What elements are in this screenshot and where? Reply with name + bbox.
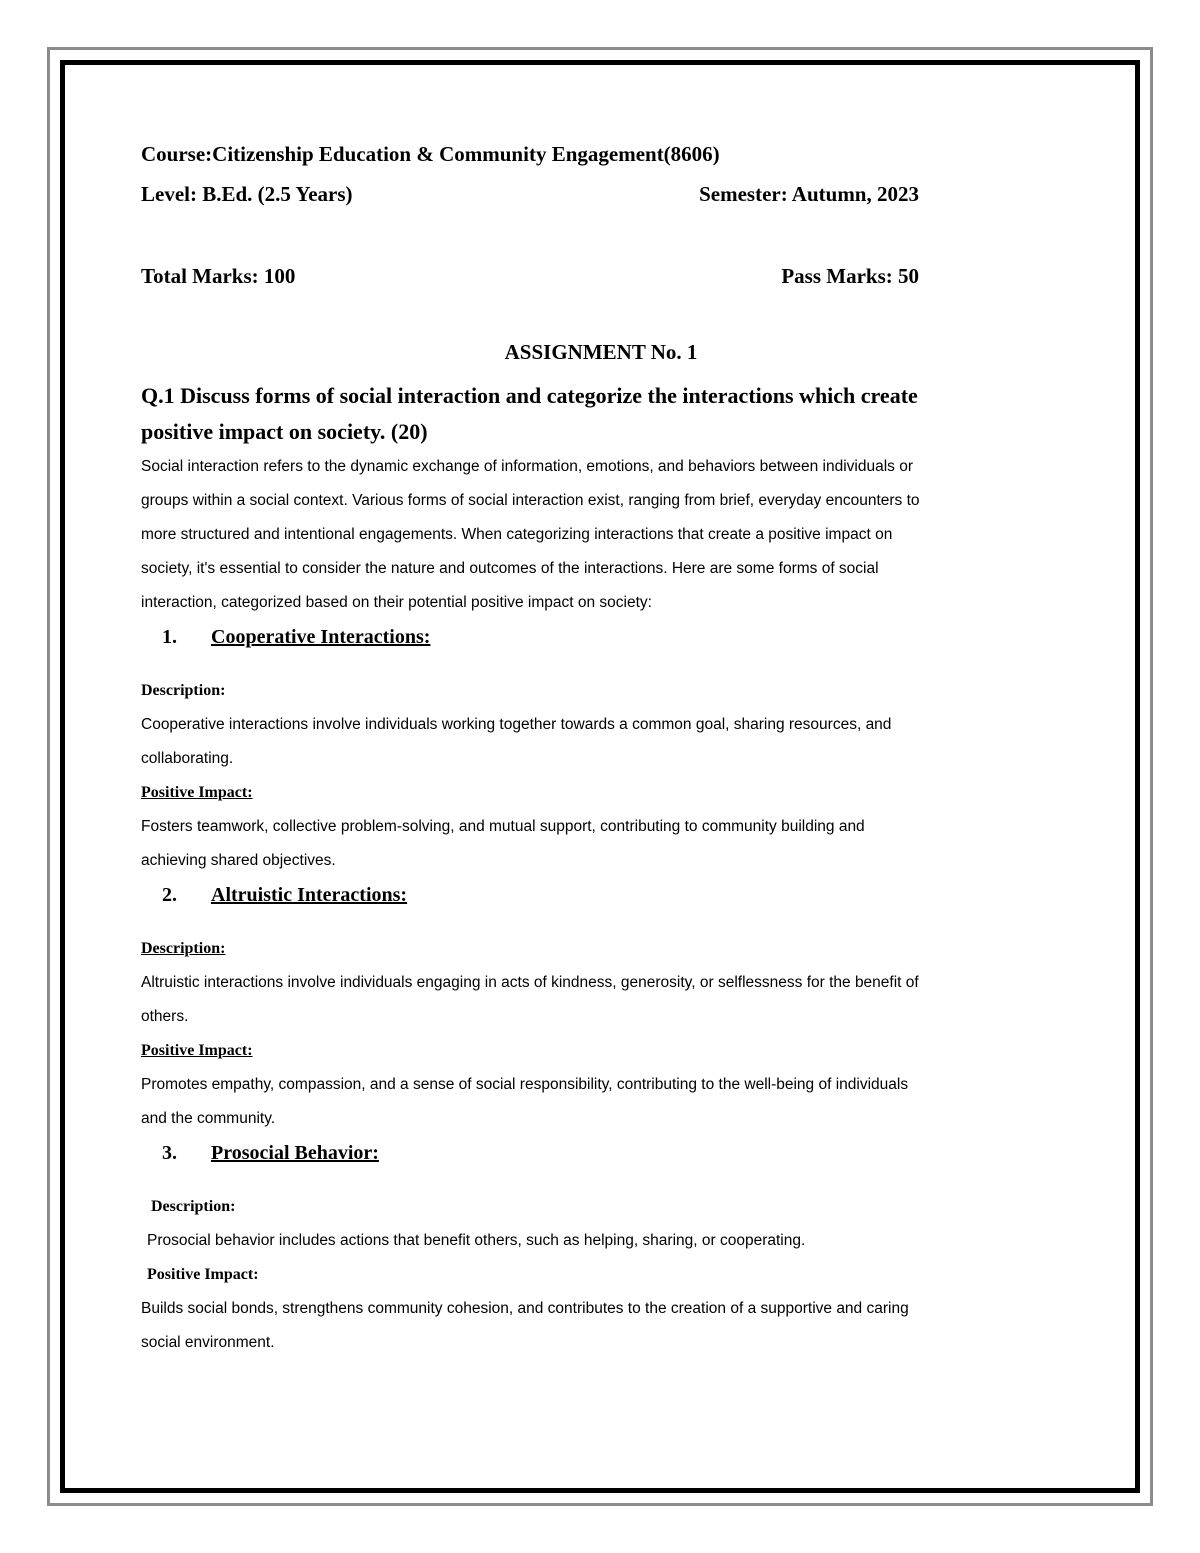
description-line: others.: [141, 1008, 189, 1025]
description-label: Description:: [141, 940, 226, 957]
section-cooperative: [141, 622, 1061, 878]
description-line: Altruistic interactions involve individuals engaging in acts of kindness, generosity, or selflessness for the benefit of: [141, 974, 919, 991]
level-label: Level: B.Ed. (2.5 Years): [141, 182, 353, 206]
intro-line: more structured and intentional engagements. When categorizing interactions that create a positive impact on: [141, 526, 893, 543]
section-number: 2.: [162, 884, 177, 906]
description-line: Prosocial behavior includes actions that benefit others, such as helping, sharing, or cooperating.: [147, 1232, 806, 1249]
impact-line: Promotes empathy, compassion, and a sense of social responsibility, contributing to the well-being of individuals: [141, 1076, 909, 1093]
section-heading: [141, 622, 1061, 652]
impact-line: achieving shared objectives.: [141, 852, 336, 869]
intro-line: groups within a social context. Various forms of social interaction exist, ranging from brief, everyday encounters to: [141, 492, 920, 509]
pass-marks-label: Pass Marks: 50: [781, 264, 919, 288]
section-prosocial: [141, 1138, 1061, 1360]
impact-line: social environment.: [141, 1334, 275, 1351]
marks-row: [141, 262, 919, 290]
impact-label: Positive Impact:: [141, 784, 253, 801]
intro-line: Social interaction refers to the dynamic exchange of information, emotions, and behaviors between individuals or: [141, 458, 913, 475]
impact-label: Positive Impact:: [141, 1042, 253, 1059]
impact-line: Fosters teamwork, collective problem-solving, and mutual support, contributing to community building and: [141, 818, 865, 835]
question-line-2: positive impact on society. (20): [141, 419, 428, 444]
section-heading: [141, 1138, 1061, 1168]
section-altruistic: [141, 880, 1061, 1136]
level-semester-row: [141, 180, 919, 208]
description-line: collaborating.: [141, 750, 234, 767]
impact-label: Positive Impact:: [147, 1266, 259, 1283]
section-heading: [141, 880, 1061, 910]
course-line: Course:Citizenship Education & Community Engagement(8606): [141, 142, 720, 166]
description-label: Description:: [141, 682, 226, 699]
section-title: Prosocial Behavior:: [211, 1142, 379, 1164]
description-line: Cooperative interactions involve individuals working together towards a common goal, sharing resources, and: [141, 716, 892, 733]
document-content: [141, 140, 1061, 1360]
impact-line: Builds social bonds, strengthens community cohesion, and contributes to the creation of a supportive and caring: [141, 1300, 909, 1317]
section-title: Altruistic Interactions:: [211, 884, 408, 906]
question-line-1: Q.1 Discuss forms of social interaction and categorize the interactions which create: [141, 383, 918, 408]
impact-line: and the community.: [141, 1110, 276, 1127]
section-number: 3.: [162, 1142, 177, 1164]
question-heading: [141, 378, 1061, 450]
total-marks-label: Total Marks: 100: [141, 264, 296, 288]
intro-line: interaction, categorized based on their potential positive impact on society:: [141, 594, 652, 611]
section-title: Cooperative Interactions:: [211, 626, 431, 648]
assignment-title: ASSIGNMENT No. 1: [504, 340, 698, 364]
intro-paragraph: [141, 450, 1061, 620]
section-number: 1.: [162, 626, 177, 648]
description-label: Description:: [151, 1198, 236, 1215]
intro-line: society, it's essential to consider the nature and outcomes of the interactions. Here are some forms of social: [141, 560, 879, 577]
semester-label: Semester: Autumn, 2023: [699, 182, 919, 206]
